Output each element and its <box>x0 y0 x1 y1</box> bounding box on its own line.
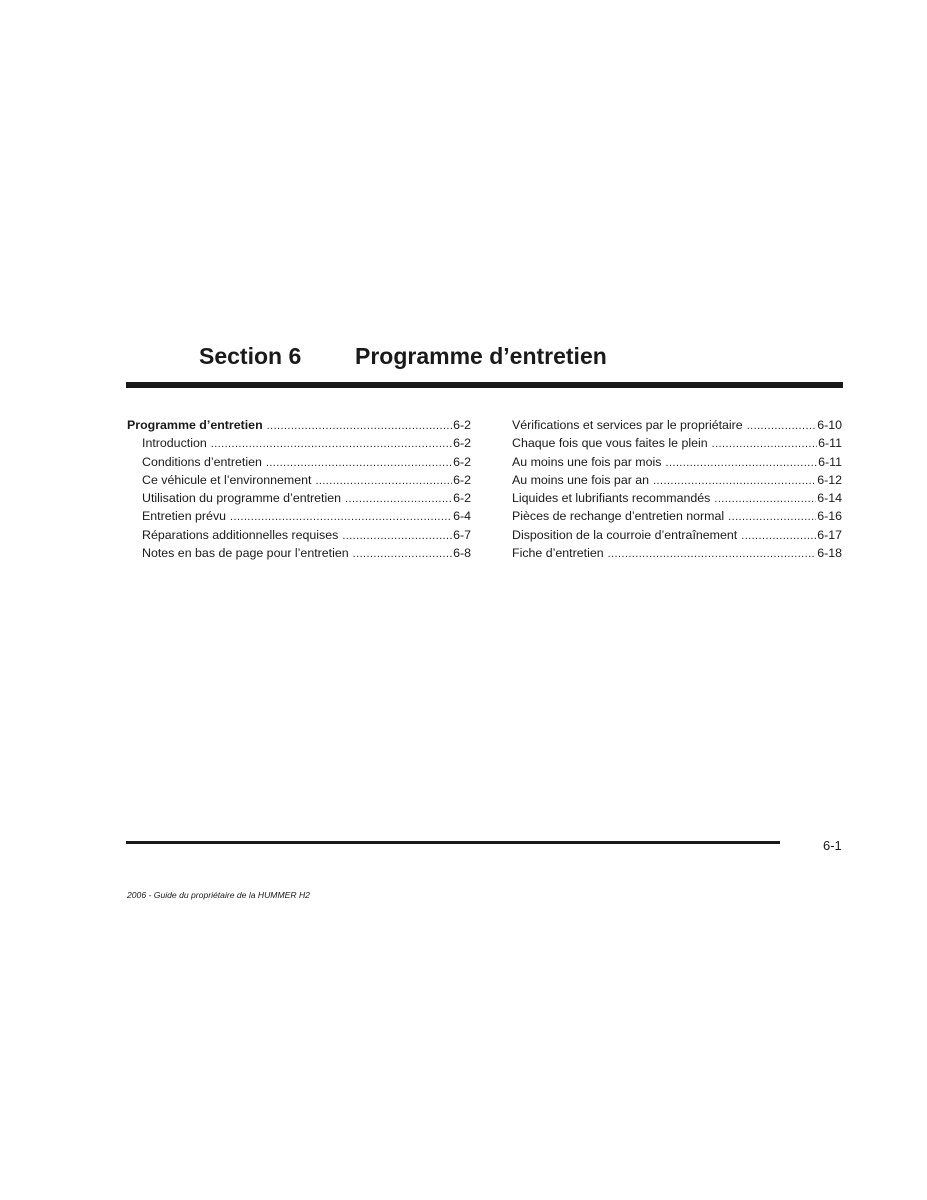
toc-entry-label: Pièces de rechange d’entretien normal <box>512 509 725 524</box>
toc-entry[interactable] <box>127 417 471 435</box>
dot-leader <box>747 418 816 435</box>
toc-entry-label: Liquides et lubrifiants recommandés <box>512 491 711 506</box>
toc-entry[interactable] <box>512 527 842 545</box>
section-number: Section 6 <box>199 343 302 369</box>
toc-entry[interactable] <box>512 545 842 563</box>
dot-leader <box>728 509 816 526</box>
toc-entry-label: Au moins une fois par an <box>512 472 650 487</box>
toc-entry-page: 6-4 <box>453 509 471 524</box>
toc-entry-page: 6-8 <box>453 546 471 561</box>
dot-leader <box>211 436 452 453</box>
toc-entry[interactable] <box>127 490 471 508</box>
toc-entry-label: Réparations additionnelles requises <box>142 527 339 542</box>
footer-text: 2006 - Guide du propriétaire de la HUMMER H2 <box>127 890 310 900</box>
toc-entry[interactable] <box>512 435 842 453</box>
dot-leader <box>266 455 452 472</box>
page-number: 6-1 <box>823 838 842 853</box>
toc-entry-page: 6-2 <box>453 454 471 469</box>
toc-entry-label: Chaque fois que vous faites le plein <box>512 436 708 451</box>
toc-entry-page: 6-14 <box>817 491 842 506</box>
toc-entry-label: Notes en bas de page pour l’entretien <box>142 546 349 561</box>
toc-entry-page: 6-17 <box>817 527 842 542</box>
toc-entry-page: 6-11 <box>818 436 842 451</box>
toc-entry-label: Utilisation du programme d’entretien <box>142 491 342 506</box>
toc-entry-label: Vérifications et services par le propriétaire <box>512 418 743 432</box>
dot-leader <box>714 491 816 508</box>
dot-leader <box>353 546 452 563</box>
toc-entry[interactable] <box>512 472 842 490</box>
dot-leader <box>608 546 817 563</box>
toc-entry-label: Fiche d’entretien <box>512 546 604 561</box>
toc-entry[interactable] <box>127 435 471 453</box>
toc-entry-label: Conditions d’entretien <box>142 454 262 469</box>
dot-leader <box>741 528 816 545</box>
toc-entry-label: Introduction <box>142 436 207 451</box>
toc-left-column <box>127 417 471 563</box>
dot-leader <box>230 509 452 526</box>
dot-leader <box>665 455 817 472</box>
toc-entry[interactable] <box>127 472 471 490</box>
dot-leader <box>267 418 452 435</box>
section-header <box>199 340 607 372</box>
toc-entry-page: 6-16 <box>817 509 842 524</box>
toc-entry[interactable] <box>512 490 842 508</box>
toc-entry-label: Disposition de la courroie d’entraînement <box>512 527 738 542</box>
toc-entry-label: Programme d’entretien <box>127 418 263 432</box>
toc-entry-page: 6-10 <box>817 418 842 432</box>
toc-entry[interactable] <box>127 545 471 563</box>
toc-entry-page: 6-11 <box>818 454 842 469</box>
dot-leader <box>345 491 452 508</box>
toc-entry-page: 6-2 <box>453 472 471 487</box>
toc-entry-page: 6-2 <box>453 436 471 451</box>
toc-entry[interactable] <box>512 454 842 472</box>
toc-entry-label: Entretien prévu <box>142 509 227 524</box>
footer-rule <box>126 841 780 844</box>
header-rule <box>126 382 843 388</box>
toc-entry-page: 6-12 <box>817 472 842 487</box>
toc-entry-page: 6-2 <box>453 491 471 506</box>
toc-entry[interactable] <box>127 454 471 472</box>
toc-entry-label: Ce véhicule et l’environnement <box>142 472 312 487</box>
toc-entry[interactable] <box>127 508 471 526</box>
toc-entry[interactable] <box>512 508 842 526</box>
toc-entry[interactable] <box>127 527 471 545</box>
section-title: Programme d’entretien <box>355 343 607 369</box>
toc-entry-page: 6-2 <box>453 418 471 432</box>
toc-entry-label: Au moins une fois par mois <box>512 454 662 469</box>
dot-leader <box>315 473 452 490</box>
dot-leader <box>653 473 816 490</box>
toc-entry-page: 6-7 <box>453 527 471 542</box>
toc-right-column <box>512 417 842 563</box>
dot-leader <box>712 436 817 453</box>
toc-entry-page: 6-18 <box>817 546 842 561</box>
toc-entry[interactable] <box>512 417 842 435</box>
dot-leader <box>342 528 452 545</box>
